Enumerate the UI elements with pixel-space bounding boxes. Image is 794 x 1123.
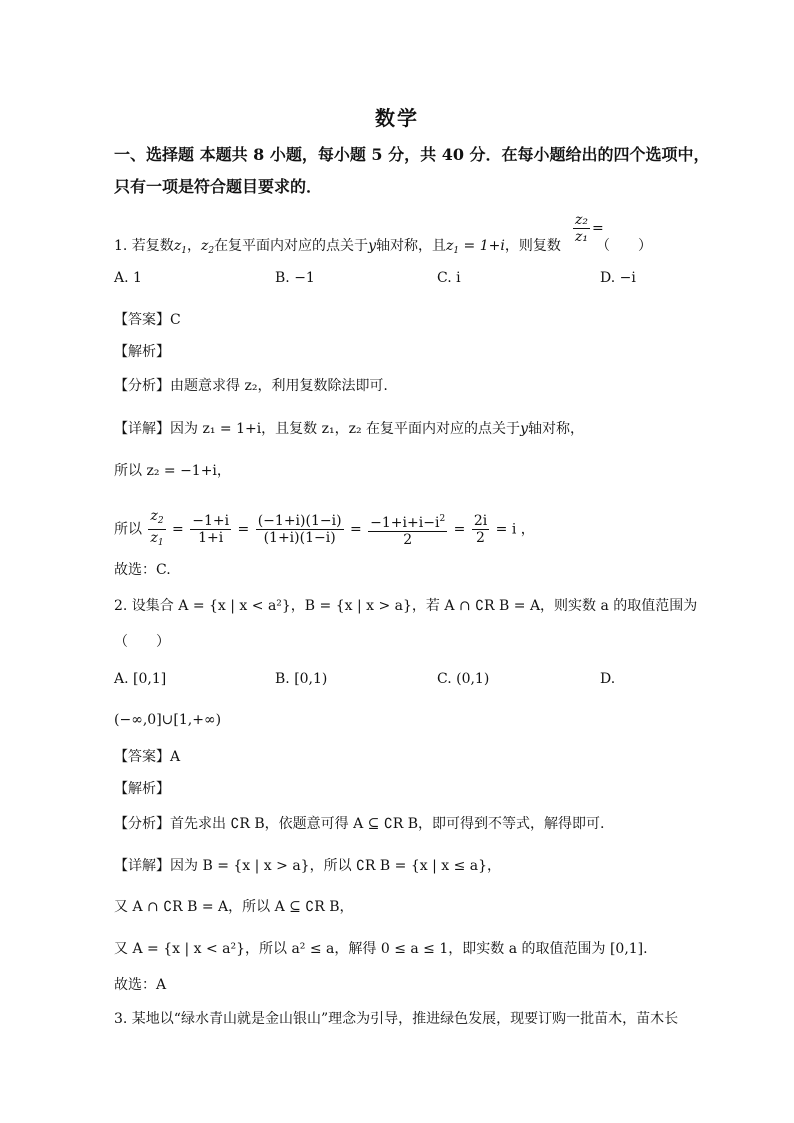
q1-so2-frac-2: $\frac{-1+i}{1+i}$ bbox=[192, 513, 230, 546]
q2-detail-3: 又 A = {x | x < a²}，所以 a² ≤ a，解得 0 ≤ a ≤ 1，即实数 a 的取值范围为 [0,1]. bbox=[114, 941, 648, 957]
q2-answer: 【答案】A bbox=[114, 749, 181, 765]
q1-option-c: C. i bbox=[437, 270, 461, 286]
q2-detail-1: 【详解】因为 B = {x | x > a}，所以 ∁R B = {x | x ≤ a}， bbox=[114, 858, 502, 874]
q1-detail-part-a: 【详解】因为 z₁ = 1+i，且复数 z₁，z₂ 在复平面内对应的点关于 bbox=[114, 421, 521, 437]
z1-symbol: $z_1$ bbox=[173, 238, 187, 256]
q2-stem: 2. 设集合 A = {x | x < a²}，B = {x | x > a}，若 A ∩ ∁R B = A，则实数 a 的取值范围为 bbox=[114, 598, 698, 614]
q1-so2-frac-3: $\frac{(-1+i)(1-i)}{(1+i)(1-i)}$ bbox=[257, 513, 342, 546]
q1-option-d: D. −i bbox=[600, 270, 636, 286]
q1-frac-num: z₂ bbox=[575, 212, 588, 228]
q1-so1: 所以 z₂ = −1+i， bbox=[114, 463, 231, 479]
q1-stem-part-e: ，则复数 bbox=[504, 238, 561, 254]
z2-symbol: $z_2$ bbox=[200, 238, 215, 256]
q1-option-a: A. 1 bbox=[114, 270, 142, 286]
q1-fenxi: 【分析】由题意求得 z₂，利用复数除法即可. bbox=[114, 378, 388, 394]
q2-fenxi: 【分析】首先求出 ∁R B，依题意可得 A ⊆ ∁R B，即可得到不等式，解得即可. bbox=[114, 816, 605, 832]
q2-detail-2: 又 A ∩ ∁R B = A，所以 A ⊆ ∁R B， bbox=[114, 899, 354, 915]
page-title: 数学 bbox=[375, 106, 419, 130]
q1-so2-frac-1: $\frac{z_2}{z_1}$ bbox=[150, 508, 164, 548]
q2-conclusion: 故选：A bbox=[114, 977, 167, 993]
q1-conclusion: 故选：C. bbox=[114, 562, 171, 578]
q3-stem: 3. 某地以“绿水青山就是金山银山”理念为引导，推进绿色发展，现要订购一批苗木，苗木长 bbox=[114, 1011, 679, 1027]
q2-option-d: D. bbox=[600, 671, 616, 687]
q1-analysis-label: 【解析】 bbox=[114, 344, 170, 360]
y-symbol: y bbox=[368, 238, 376, 254]
q2-option-c: C. (0,1) bbox=[437, 671, 490, 687]
q2-analysis-label: 【解析】 bbox=[114, 781, 170, 797]
y-symbol: y bbox=[520, 421, 528, 437]
q1-frac-eq: = bbox=[592, 220, 604, 237]
q2-option-a: A. [0,1] bbox=[114, 671, 167, 687]
z1-eq: $z_1 = 1+i$ bbox=[445, 238, 505, 256]
q1-option-b: B. −1 bbox=[275, 270, 315, 286]
section-header-line1: 一、选择题 本题共 8 小题，每小题 5 分，共 40 分．在每小题给出的四个选项中， bbox=[114, 145, 710, 164]
q1-blank: （ ） bbox=[596, 238, 652, 254]
q1-stem-part-b: ， bbox=[186, 238, 201, 254]
q1-so2: 所以 $\frac{z_2}{z_1}$ = $\frac{-1+i}{1+i}$ = $\frac{(-1+i)(1-i)}{(1+i)(1-i)}$ = $\frac{-1+i+i-i^2}{2}$ = $\frac{2i}{2}$ = i ， bbox=[114, 508, 535, 551]
q1-detail-part-b: 轴对称， bbox=[527, 421, 584, 437]
q1-answer: 【答案】C bbox=[114, 312, 181, 328]
q1-stem-part-d: 轴对称，且 bbox=[375, 238, 446, 254]
q1-so2-frac-5: $\frac{2i}{2}$ bbox=[473, 513, 488, 546]
q1-so2-label: 所以 bbox=[114, 521, 142, 538]
q1-frac-den: z₁ bbox=[575, 229, 588, 245]
q2-option-d-value: (−∞,0]∪[1,+∞) bbox=[114, 712, 222, 728]
q1-so2-frac-4: $\frac{-1+i+i-i^2}{2}$ bbox=[368, 511, 447, 548]
q1-detail bbox=[114, 419, 584, 439]
q1-stem bbox=[114, 236, 561, 261]
q2-option-b: B. [0,1) bbox=[275, 671, 328, 687]
q1-stem-part-c: 在复平面内对应的点关于 bbox=[214, 238, 369, 254]
q1-stem-part-a: 1. 若复数 bbox=[114, 238, 174, 254]
section-header-line2: 只有一项是符合题目要求的． bbox=[114, 177, 323, 196]
q2-blank: （ ） bbox=[114, 634, 170, 650]
